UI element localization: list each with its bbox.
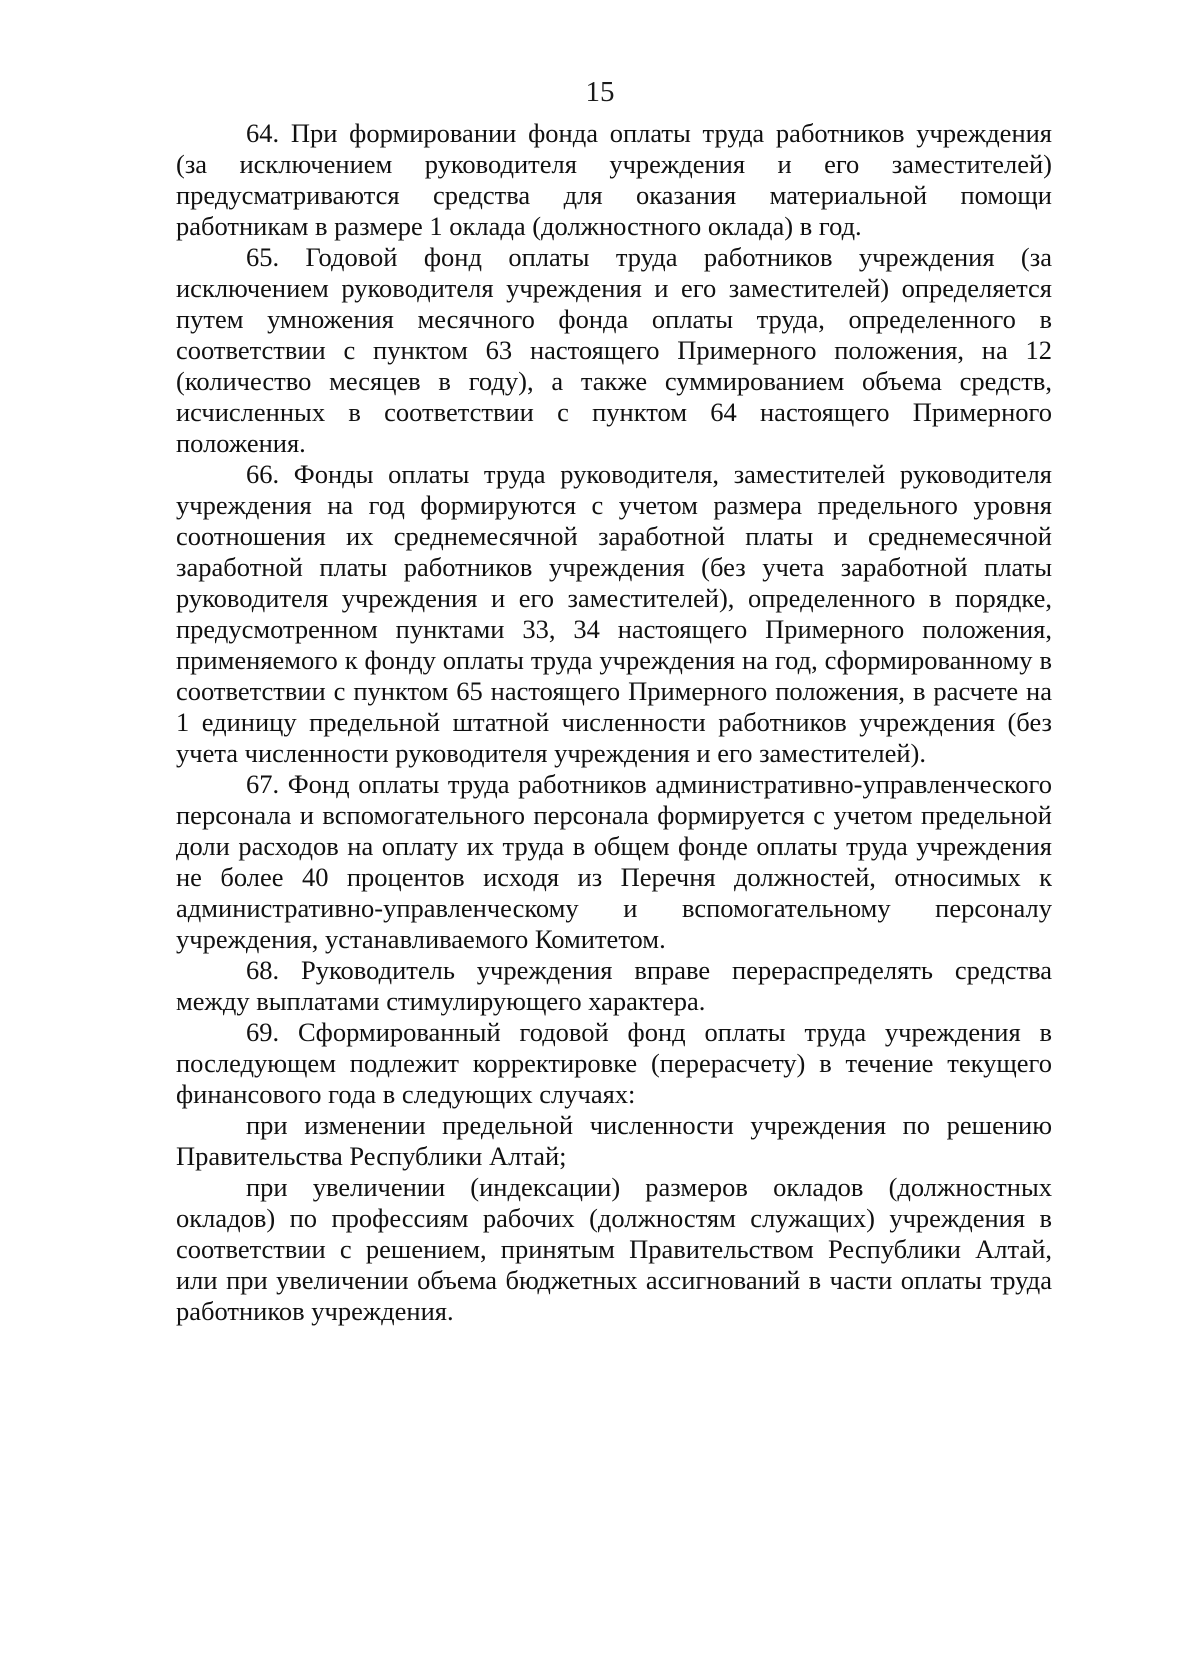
- paragraph-66: 66. Фонды оплаты труда руководителя, заместителей руководителя учреждения на год формируются с учетом размера предельного уровня соотношения их среднемесячной заработной платы и среднемесячной заработной платы работников учреждения (без учета заработной платы руководителя учреждения и его заместителей), определенного в порядке, предусмотренном пунктами 33, 34 настоящего Примерного положения, применяемого к фонду оплаты труда учреждения на год, сформированному в соответствии с пунктом 65 настоящего Примерного положения, в расчете на 1 единицу предельной штатной численности работников учреждения (без учета численности руководителя учреждения и его заместителей).: [176, 459, 1052, 768]
- paragraph-69-case-1: при изменении предельной численности учреждения по решению Правительства Республики Алтай;: [176, 1110, 1052, 1171]
- paragraph-67: 67. Фонд оплаты труда работников административно-управленческого персонала и вспомогательного персонала формируется с учетом предельной доли расходов на оплату их труда в общем фонде оплаты труда учреждения не более 40 процентов исходя из Перечня должностей, относимых к административно-управленческому и вспомогательному персоналу учреждения, устанавливаемого Комитетом.: [176, 769, 1052, 954]
- document-body: [176, 118, 1052, 1327]
- paragraph-65: 65. Годовой фонд оплаты труда работников учреждения (за исключением руководителя учреждения и его заместителей) определяется путем умножения месячного фонда оплаты труда, определенного в соответствии с пунктом 63 настоящего Примерного положения, на 12 (количество месяцев в году), а также суммированием объема средств, исчисленных в соответствии с пунктом 64 настоящего Примерного положения.: [176, 242, 1052, 458]
- paragraph-69: 69. Сформированный годовой фонд оплаты труда учреждения в последующем подлежит корректировке (перерасчету) в течение текущего финансового года в следующих случаях:: [176, 1017, 1052, 1109]
- page-number: 15: [585, 76, 615, 108]
- paragraph-69-case-2: при увеличении (индексации) размеров окладов (должностных окладов) по профессиям рабочих (должностям служащих) учреждения в соответствии с решением, принятым Правительством Республики Алтай, или при увеличении объема бюджетных ассигнований в части оплаты труда работников учреждения.: [176, 1172, 1052, 1326]
- paragraph-64: 64. При формировании фонда оплаты труда работников учреждения (за исключением руководителя учреждения и его заместителей) предусматриваются средства для оказания материальной помощи работникам в размере 1 оклада (должностного оклада) в год.: [176, 118, 1052, 241]
- paragraph-68: 68. Руководитель учреждения вправе перераспределять средства между выплатами стимулирующего характера.: [176, 955, 1052, 1016]
